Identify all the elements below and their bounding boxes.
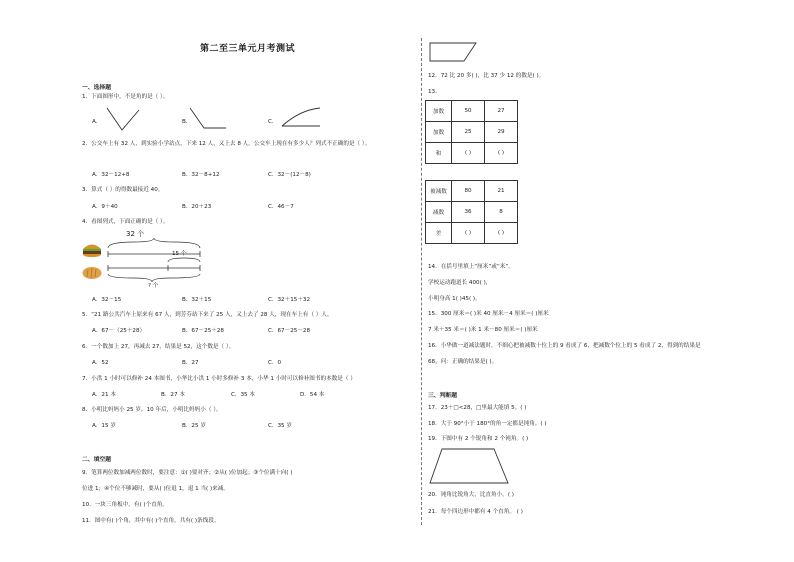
q5-opt-c: C．67－25－28 xyxy=(268,328,311,334)
hamburger-icon xyxy=(82,242,102,258)
q11-text: 11．图中有( )个角，其中有( )个直角，共有( )条线段。 xyxy=(82,518,220,524)
q6-opt-c: C．0 xyxy=(268,360,282,366)
table-cell: 加数 xyxy=(426,122,452,143)
table-cell: 29 xyxy=(485,122,518,143)
table-cell: 25 xyxy=(452,122,485,143)
q4-diagram xyxy=(104,236,214,288)
q2-text: 2．公交车上有 32 人，到实验小学站点，下来 12 人，又上去 8 人。公交车上现在有多少人？列式不正确的是（ ）。 xyxy=(82,141,371,147)
q1-text: 1．下面图形中，不是角的是（ ）。 xyxy=(82,94,169,100)
table-cell: 36 xyxy=(452,202,485,223)
q8-opt-a: A．15 岁 xyxy=(92,423,116,429)
q1-opt-a: A． xyxy=(92,119,102,125)
q8-text: 8．小明比妈妈小 25 岁，10 年后，小明比妈妈小（ ）。 xyxy=(82,407,222,413)
table-cell: ( ) xyxy=(452,143,485,164)
q14-line-1: 学校运动跑道长 400( )， xyxy=(428,280,492,286)
q4-label-top: 32 个 xyxy=(126,230,145,238)
q3-text: 3．算式（ ）的得数最接近 40。 xyxy=(82,187,164,193)
table-cell: 80 xyxy=(452,181,485,202)
q14-line-2: 小明身高 1( )45( )。 xyxy=(428,296,481,302)
q12-text: 12．72 比 20 多( )，比 37 少 12 的数是( )。 xyxy=(428,73,545,79)
section-fill: 二、填空题 xyxy=(82,457,111,463)
table-cell: 差 xyxy=(426,223,452,244)
q13-label: 13． xyxy=(428,89,441,95)
q20-text: 20．钝角比锐角大，比直角小。( ) xyxy=(428,492,514,498)
q8-opt-c: C．35 岁 xyxy=(268,423,292,429)
q1-opt-c: C． xyxy=(268,119,278,125)
q21-text: 21．每个四边形中都有 4 个直角。 ( ) xyxy=(428,509,523,515)
column-divider xyxy=(421,38,422,525)
q8-opt-b: B．25 岁 xyxy=(182,423,206,429)
trapezoid-figure xyxy=(428,447,510,485)
table-cell: 被减数 xyxy=(426,181,452,202)
q6-opt-a: A．52 xyxy=(92,360,109,366)
section-choice: 一、选择题 xyxy=(82,85,111,91)
q7-opt-c: C．35 本 xyxy=(231,392,255,398)
table-cell: ( ) xyxy=(452,223,485,244)
table-row xyxy=(426,122,518,143)
q5-opt-a: A．67－（25＋28） xyxy=(92,328,146,334)
q3-opt-a: A．9＋40 xyxy=(92,204,118,210)
table-row xyxy=(426,143,518,164)
q5-opt-b: B．67－25＋28 xyxy=(182,328,224,334)
table-row xyxy=(426,181,518,202)
q5-text: 5．“21 路公共汽车上原来有 67 人，到芳芬站下来了 25 人，又上去了 28 人，现在车上有（ ）人。 xyxy=(82,312,333,318)
q4-text: 4．看图列式，下面正确的是（ ）。 xyxy=(82,219,169,225)
q18-text: 18．大于 90°小于 180°的角一定都是钝角。( ) xyxy=(428,421,547,427)
q9-text-2: 位进 1；④个位不够减时，要从( )位退 1，退 1 当( )来减。 xyxy=(82,486,229,492)
q2-opt-c: C．32－(12－8) xyxy=(268,172,311,178)
q1-opt-b: B． xyxy=(182,119,192,125)
q2-opt-b: B．32－8+12 xyxy=(182,172,220,178)
table-cell: 8 xyxy=(485,202,518,223)
q4-label-right: 15 个 xyxy=(172,251,187,257)
q13-table-add xyxy=(425,100,518,164)
q3-opt-b: B．20＋23 xyxy=(182,204,212,210)
q6-opt-b: B．27 xyxy=(182,360,199,366)
q15-line-1: 15．300 厘米＝( )米 40 厘米－4 厘米＝( )厘米 xyxy=(428,311,549,317)
table-cell: ( ) xyxy=(485,143,518,164)
q1-fig-b xyxy=(188,106,228,132)
table-cell: 和 xyxy=(426,143,452,164)
table-row xyxy=(426,202,518,223)
q7-opt-d: D．54 本 xyxy=(300,392,325,398)
q1-fig-c xyxy=(280,106,324,130)
q7-text: 7．小洪 1 小时可以修补 24 本图书，小华比小洪 1 小时多修补 3 本，小华 1 小时可以修补图书的本数是（ ） xyxy=(82,376,356,382)
q17-text: 17．23＋□<28，□里最大能填 5。( ) xyxy=(428,405,527,411)
q2-opt-a: A．32－12+8 xyxy=(92,172,130,178)
q4-opt-c: C．32＋15＋32 xyxy=(268,297,311,303)
q16-line-2: 68，问：正确的结果是( )。 xyxy=(428,359,498,365)
table-cell: 21 xyxy=(485,181,518,202)
q9-text-1: 9．笔算两位数加减两位数时，要注意：①( )要对齐；②从( )位加起；③个位满十向( ) xyxy=(82,470,293,476)
q4-label-bottom: ? 个 xyxy=(148,283,159,289)
q10-text: 10．一块三角板中，有( )个直角。 xyxy=(82,502,168,508)
table-cell: ( ) xyxy=(485,223,518,244)
q1-fig-a xyxy=(105,106,141,132)
q14-text: 14．在括号里填上“厘米”或“米”。 xyxy=(428,264,514,270)
bread-icon xyxy=(82,265,102,279)
q19-text: 19．下图中有 2 个锐角和 2 个钝角。( ) xyxy=(428,436,529,442)
q4-opt-a: A．32－15 xyxy=(92,297,122,303)
table-cell: 50 xyxy=(452,101,485,122)
q13-table-sub xyxy=(425,180,518,244)
page-title: 第二至三单元月考测试 xyxy=(200,44,296,54)
table-row xyxy=(426,223,518,244)
table-cell: 减数 xyxy=(426,202,452,223)
q15-line-2: 7 米＋35 米＝( )米 1 米－80 厘米＝( )厘米 xyxy=(428,327,538,333)
parallelogram-figure xyxy=(428,40,478,64)
q7-opt-a: A．21 本 xyxy=(92,392,116,398)
table-cell: 加数 xyxy=(426,101,452,122)
q16-line-1: 16．小华做一道减法题时，不细心把被减数十位上的 9 看成了 6，把减数个位上的 5 看成了 2，得到的结果是 xyxy=(428,343,701,349)
q7-opt-b: B．27 本 xyxy=(161,392,185,398)
q3-opt-c: C．46－7 xyxy=(268,204,294,210)
section-judge: 三、判断题 xyxy=(428,393,457,399)
q6-text: 6．一个数加上 27，再减去 27，结果是 52，这个数是（ ）。 xyxy=(82,344,235,350)
q4-opt-b: B．32＋15 xyxy=(182,297,212,303)
table-row xyxy=(426,101,518,122)
table-cell: 27 xyxy=(485,101,518,122)
